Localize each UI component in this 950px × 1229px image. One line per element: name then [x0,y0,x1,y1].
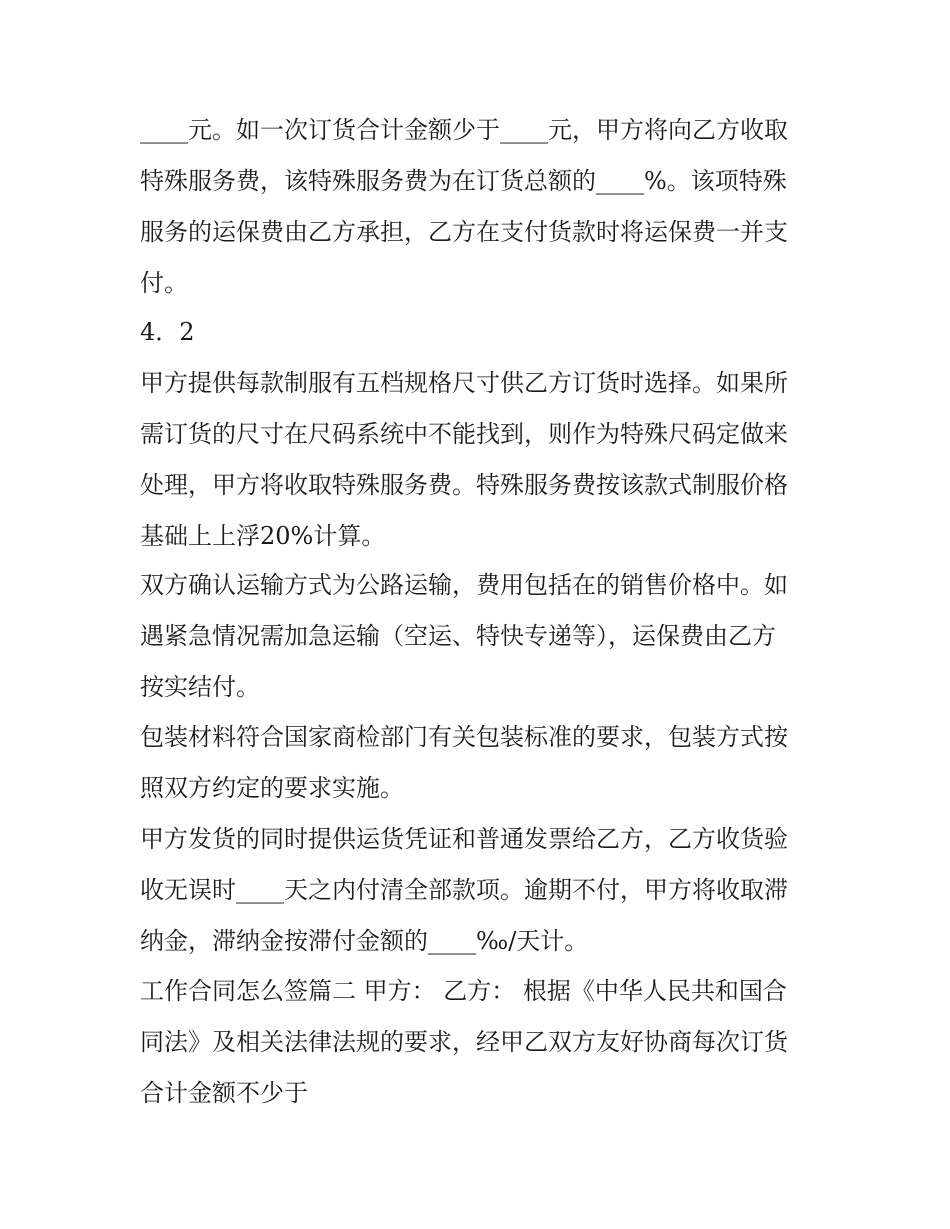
text-line: 包装材料符合国家商检部门有关包装标准的要求，包装方式按 [140,723,788,751]
text-line: 付。 [140,269,188,297]
text-line: 遇紧急情况需加急运输（空运、特快专递等），运保费由乙方 [140,622,776,650]
text-line: 处理，甲方将收取特殊服务费。特殊服务费按该款式制服价格 [140,471,788,499]
section-number: 4．2 [140,318,195,346]
text-line: 甲方发货的同时提供运货凭证和普通发票给乙方，乙方收货验 [140,825,788,853]
text-line: 服务的运保费由乙方承担，乙方在支付货款时将运保费一并支 [140,218,788,246]
text-line: 基础上上浮20%计算。 [140,522,386,550]
text-line: 需订货的尺寸在尺码系统中不能找到，则作为特殊尺码定做来 [140,420,788,448]
text-line: 照双方约定的要求实施。 [140,774,404,802]
text-line: 纳金，滞纳金按滞付金额的____‰/天计。 [140,927,589,955]
text-line: 特殊服务费，该特殊服务费为在订货总额的____%。该项特殊 [140,167,787,195]
text-line: 合计金额不少于 [140,1079,308,1107]
text-line: ____元。如一次订货合计金额少于____元，甲方将向乙方收取 [140,116,788,144]
text-line: 工作合同怎么签篇二 甲方： 乙方： 根据《中华人民共和国合 [140,977,787,1005]
text-line: 双方确认运输方式为公路运输，费用包括在的销售价格中。如 [140,571,788,599]
text-line: 甲方提供每款制服有五档规格尺寸供乙方订货时选择。如果所 [140,369,788,397]
text-line: 按实结付。 [140,673,260,701]
text-line: 收无误时____天之内付清全部款项。逾期不付，甲方将收取滞 [140,876,788,904]
text-line: 同法》及相关法律法规的要求，经甲乙双方友好协商每次订货 [140,1028,788,1056]
